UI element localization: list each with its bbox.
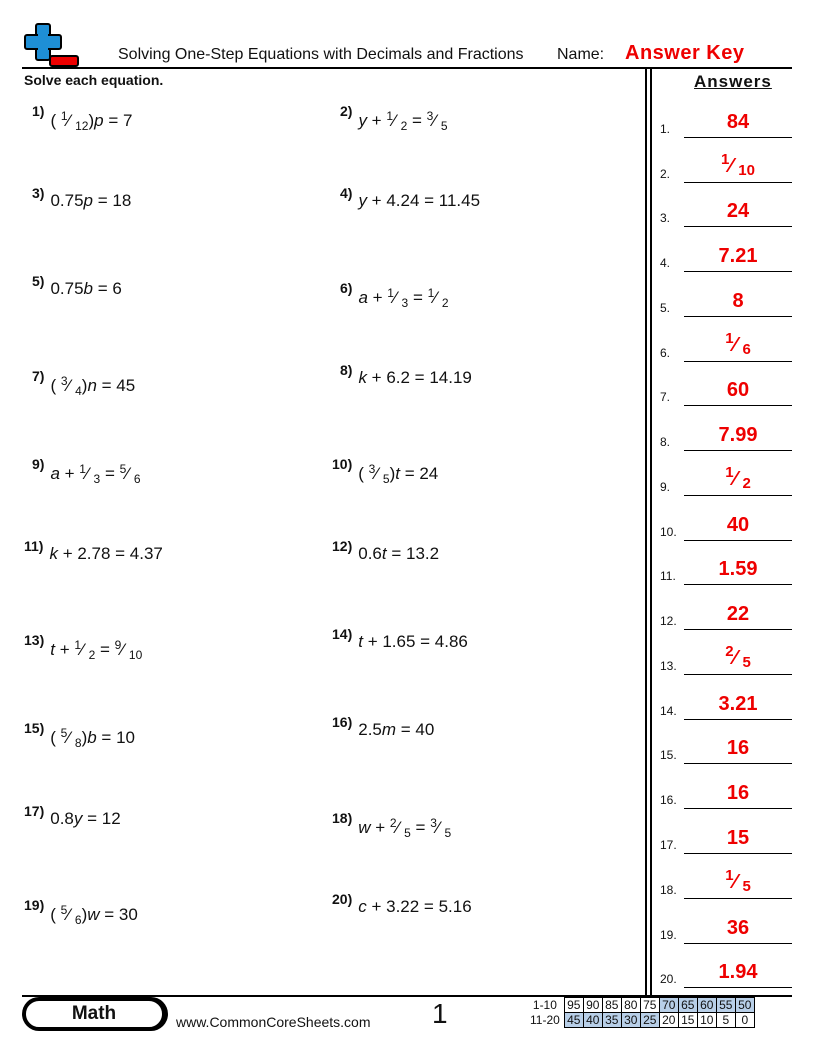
answer-row-14: 14. 3.21 bbox=[660, 690, 792, 720]
answer-value: 3.21 bbox=[718, 693, 758, 715]
answer-row-11: 11. 1.59 bbox=[660, 555, 792, 585]
problem-18: 18) w + $^2$⁄ $_5$ = $^3$⁄ $_5$ bbox=[332, 810, 452, 840]
column-divider bbox=[650, 68, 652, 996]
answer-value: $^1$⁄ $_6$ bbox=[725, 330, 751, 358]
problem-11: 11) k + 2.78 = 4.37 bbox=[24, 538, 163, 563]
answer-value: 7.99 bbox=[718, 424, 758, 446]
problem-3: 3) 0.75p = 18 bbox=[32, 185, 132, 210]
answer-row-4: 4. 7.21 bbox=[660, 242, 792, 272]
problem-9: 9) a + $^1$⁄ $_3$ = $^5$⁄ $_6$ bbox=[32, 456, 141, 486]
answer-value: $^1$⁄ $_5$ bbox=[725, 867, 751, 895]
answer-value: 22 bbox=[726, 603, 750, 625]
answer-key-label: Answer Key bbox=[625, 42, 745, 64]
answer-row-20: 20. 1.94 bbox=[660, 958, 792, 988]
answer-row-18: 18. $^1$⁄ $_5$ bbox=[660, 869, 792, 899]
column-divider bbox=[645, 68, 647, 996]
answer-value: 15 bbox=[726, 827, 750, 849]
score-table bbox=[528, 997, 755, 1028]
answer-row-1: 1. 84 bbox=[660, 108, 792, 138]
answer-row-17: 17. 15 bbox=[660, 824, 792, 854]
math-badge: Math bbox=[24, 999, 164, 1029]
answer-row-8: 8. 7.99 bbox=[660, 421, 792, 451]
answer-row-13: 13. $^2$⁄ $_5$ bbox=[660, 645, 792, 675]
answer-value: $^1$⁄ $_{10}$ bbox=[721, 151, 755, 179]
instructions: Solve each equation. bbox=[24, 72, 164, 88]
answer-value: 8 bbox=[732, 290, 744, 312]
problem-1: 1) ( $^1$⁄ $_{12}$)p = 7 bbox=[32, 103, 133, 133]
answer-row-6: 6. $^1$⁄ $_6$ bbox=[660, 332, 792, 362]
problem-19: 19) ( $^5$⁄ $_6$)w = 30 bbox=[24, 897, 138, 927]
answer-row-12: 12. 22 bbox=[660, 600, 792, 630]
answer-value: 24 bbox=[726, 200, 750, 222]
plus-minus-logo-icon bbox=[22, 22, 82, 68]
answer-row-7: 7. 60 bbox=[660, 376, 792, 406]
answer-row-2: 2. $^1$⁄ $_{10}$ bbox=[660, 153, 792, 183]
answer-value: 60 bbox=[726, 379, 750, 401]
problem-8: 8) k + 6.2 = 14.19 bbox=[340, 362, 472, 387]
answer-value: $^1$⁄ $_2$ bbox=[725, 464, 751, 492]
answer-value: 1.94 bbox=[718, 961, 758, 983]
answers-heading: Answers bbox=[694, 72, 772, 91]
answer-value: 36 bbox=[726, 917, 750, 939]
problem-6: 6) a + $^1$⁄ $_3$ = $^1$⁄ $_2$ bbox=[340, 280, 449, 310]
name-label: Name: bbox=[557, 46, 605, 63]
answer-row-16: 16. 16 bbox=[660, 779, 792, 809]
problem-13: 13) t + $^1$⁄ $_2$ = $^9$⁄ $_{10}$ bbox=[24, 632, 143, 662]
answer-value: $^2$⁄ $_5$ bbox=[725, 643, 751, 671]
site-url: www.CommonCoreSheets.com bbox=[176, 1014, 371, 1030]
answer-value: 7.21 bbox=[718, 245, 758, 267]
problem-16: 16) 2.5m = 40 bbox=[332, 714, 435, 739]
answer-row-9: 9. $^1$⁄ $_2$ bbox=[660, 466, 792, 496]
problem-12: 12) 0.6t = 13.2 bbox=[332, 538, 440, 563]
problem-17: 17) 0.8y = 12 bbox=[24, 803, 121, 828]
problem-10: 10) ( $^3$⁄ $_5$)t = 24 bbox=[332, 456, 439, 486]
answer-row-15: 15. 16 bbox=[660, 734, 792, 764]
answer-row-3: 3. 24 bbox=[660, 197, 792, 227]
problem-5: 5) 0.75b = 6 bbox=[32, 273, 122, 298]
problem-7: 7) ( $^3$⁄ $_4$)n = 45 bbox=[32, 368, 136, 398]
answer-row-19: 19. 36 bbox=[660, 914, 792, 944]
problem-15: 15) ( $^5$⁄ $_8$)b = 10 bbox=[24, 720, 135, 750]
answer-value: 84 bbox=[726, 111, 750, 133]
answer-value: 16 bbox=[726, 737, 750, 759]
answer-value: 1.59 bbox=[718, 558, 758, 580]
problem-14: 14) t + 1.65 = 4.86 bbox=[332, 626, 468, 651]
page-number: 1 bbox=[432, 998, 448, 1029]
score-row-1-10: 1-10 95 90 85 80 75 70 65 60 55 50 bbox=[528, 998, 754, 1013]
answer-row-10: 10. 40 bbox=[660, 511, 792, 541]
problem-4: 4) y + 4.24 = 11.45 bbox=[340, 185, 481, 210]
answer-row-5: 5. 8 bbox=[660, 287, 792, 317]
header-divider bbox=[22, 67, 792, 69]
problem-20: 20) c + 3.22 = 5.16 bbox=[332, 891, 472, 916]
score-row-11-20: 11-20 45 40 35 30 25 20 15 10 5 0 bbox=[528, 1013, 754, 1028]
answer-value: 16 bbox=[726, 782, 750, 804]
answer-value: 40 bbox=[726, 514, 750, 536]
worksheet-title: Solving One-Step Equations with Decimals and Fractions bbox=[118, 46, 524, 63]
problem-2: 2) y + $^1$⁄ $_2$ = $^3$⁄ $_5$ bbox=[340, 103, 448, 133]
